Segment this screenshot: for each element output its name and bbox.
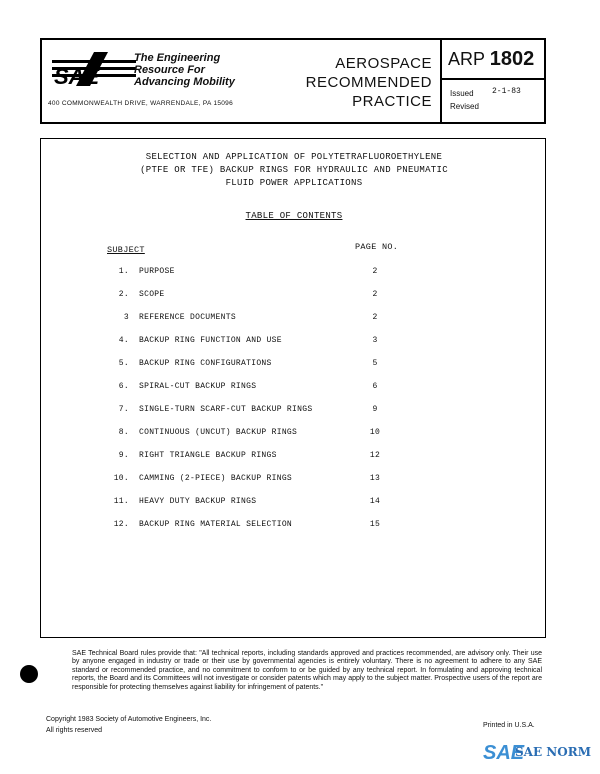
toc-entry — [41, 290, 547, 304]
toc-entry-page: 6 — [372, 382, 378, 391]
toc-entry-page: 13 — [369, 474, 381, 483]
copyright-block — [46, 714, 211, 736]
toc-entry — [41, 428, 547, 442]
tagline-line-2: Resource For — [134, 64, 205, 76]
toc-entry-title: HEAVY DUTY BACKUP RINGS — [139, 497, 257, 506]
toc-entry-number: 7. — [118, 405, 129, 414]
toc-entry — [41, 267, 547, 281]
toc-entry-number: 9. — [118, 451, 129, 460]
toc-entry — [41, 405, 547, 419]
revised-label: Revised — [450, 102, 479, 111]
sae-address: 400 COMMONWEALTH DRIVE, WARRENDALE, PA 15096 — [48, 100, 234, 107]
toc-entry-title: SPIRAL-CUT BACKUP RINGS — [139, 382, 257, 391]
toc-entry-page: 3 — [372, 336, 378, 345]
toc-entry-number: 6. — [118, 382, 129, 391]
tagline-line-1: The Engineering — [134, 52, 221, 64]
toc-entry-title: SINGLE-TURN SCARF-CUT BACKUP RINGS — [139, 405, 313, 414]
toc-entry-page: 12 — [369, 451, 381, 460]
watermark-text: SAE NORM — [515, 745, 591, 759]
toc-entry-page: 2 — [372, 267, 378, 276]
toc-entry-number: 4. — [118, 336, 129, 345]
toc-entry-page: 2 — [372, 313, 378, 322]
toc-entry-page: 14 — [369, 497, 381, 506]
toc-entry — [41, 313, 547, 327]
issued-date: 2-1-83 — [492, 87, 521, 96]
toc-entry-page: 15 — [369, 520, 381, 529]
toc-entry-title: REFERENCE DOCUMENTS — [139, 313, 236, 322]
arp-number — [448, 48, 534, 71]
punch-hole-mark — [20, 665, 38, 683]
toc-entry-number: 3 — [123, 313, 129, 322]
arp-prefix: ARP — [448, 49, 485, 69]
toc-entry-number: 12. — [113, 520, 129, 529]
doc-type-title — [306, 54, 432, 111]
issued-label: Issued — [450, 89, 474, 98]
tagline-line-3: Advancing Mobility — [134, 76, 235, 88]
toc-entry-title: CAMMING (2-PIECE) BACKUP RINGS — [139, 474, 293, 483]
doc-type-line-3: PRACTICE — [352, 93, 432, 110]
subject-header: SUBJECT — [107, 245, 145, 255]
toc-entry-title: SCOPE — [139, 290, 165, 299]
svg-text:SAE: SAE — [54, 64, 100, 88]
toc-entry-title: PURPOSE — [139, 267, 175, 276]
doc-type-panel — [297, 40, 440, 122]
toc-entry-number: 5. — [118, 359, 129, 368]
toc-entry-title: CONTINUOUS (UNCUT) BACKUP RINGS — [139, 428, 298, 437]
toc-entry-number: 1. — [118, 267, 129, 276]
arp-number-cell — [442, 40, 546, 80]
doc-type-line-1: AEROSPACE — [335, 55, 432, 72]
rights-text: All rights reserved — [46, 727, 103, 734]
title-line-1: SELECTION AND APPLICATION OF POLYTETRAFLUOROETHYLENE — [145, 152, 443, 162]
toc-entry-page: 5 — [372, 359, 378, 368]
toc-entry — [41, 382, 547, 396]
toc-entry — [41, 336, 547, 350]
title-line-2: (PTFE OR TFE) BACKUP RINGS FOR HYDRAULIC AND PNEUMATIC — [140, 165, 448, 175]
toc-entry-title: BACKUP RING FUNCTION AND USE — [139, 336, 282, 345]
toc-entry — [41, 359, 547, 373]
toc-title: TABLE OF CONTENTS — [245, 211, 343, 221]
sae-norm-watermark — [483, 742, 593, 768]
toc-entry-page: 2 — [372, 290, 378, 299]
toc-entry — [41, 520, 547, 534]
toc-entry-title: BACKUP RING CONFIGURATIONS — [139, 359, 272, 368]
page-number-header: PAGE NO. — [355, 242, 399, 252]
toc-entry-title: BACKUP RING MATERIAL SELECTION — [139, 520, 293, 529]
toc-entry-number: 2. — [118, 290, 129, 299]
toc-entry-number: 11. — [113, 497, 129, 506]
toc-entry — [41, 451, 547, 465]
sae-tagline — [134, 52, 235, 88]
printed-in: Printed in U.S.A. — [483, 722, 535, 729]
header-logo-panel — [42, 40, 297, 122]
title-line-3: FLUID POWER APPLICATIONS — [225, 178, 363, 188]
arp-number-value: 1802 — [489, 48, 535, 70]
doc-type-line-2: RECOMMENDED — [305, 74, 432, 91]
toc-entry-number: 10. — [113, 474, 129, 483]
copyright-text: Copyright 1983 Society of Automotive Engineers, Inc. — [46, 716, 212, 723]
toc-entry-page: 10 — [369, 428, 381, 437]
doc-number-panel — [440, 40, 546, 122]
document-header — [40, 38, 546, 124]
toc-entry — [41, 497, 547, 511]
document-body — [40, 138, 546, 638]
sae-logo — [50, 50, 136, 88]
toc-entry-number: 8. — [118, 428, 129, 437]
document-title — [41, 151, 547, 190]
toc-entry-title: RIGHT TRIANGLE BACKUP RINGS — [139, 451, 277, 460]
toc-entry-page: 9 — [372, 405, 378, 414]
toc-entry — [41, 474, 547, 488]
technical-board-notice: SAE Technical Board rules provide that: "All technical reports, including standards approved and practices recommended, are advisory only. Their use by anyone engaged in industry or trade or their use by governmental agencies is entirely voluntary. There is no agreement to adhere to any SAE standard or recommended practice, and no commitment to conform to or be guided by any technical report. In formulating and approving technical reports, the Board and its Committees will not investigate or consider patents which may apply to the subject matter. Prospective users of the report are responsible for protecting themselves against liability for infringement of patents." — [72, 650, 542, 691]
watermark-brand: SAE — [483, 742, 525, 764]
